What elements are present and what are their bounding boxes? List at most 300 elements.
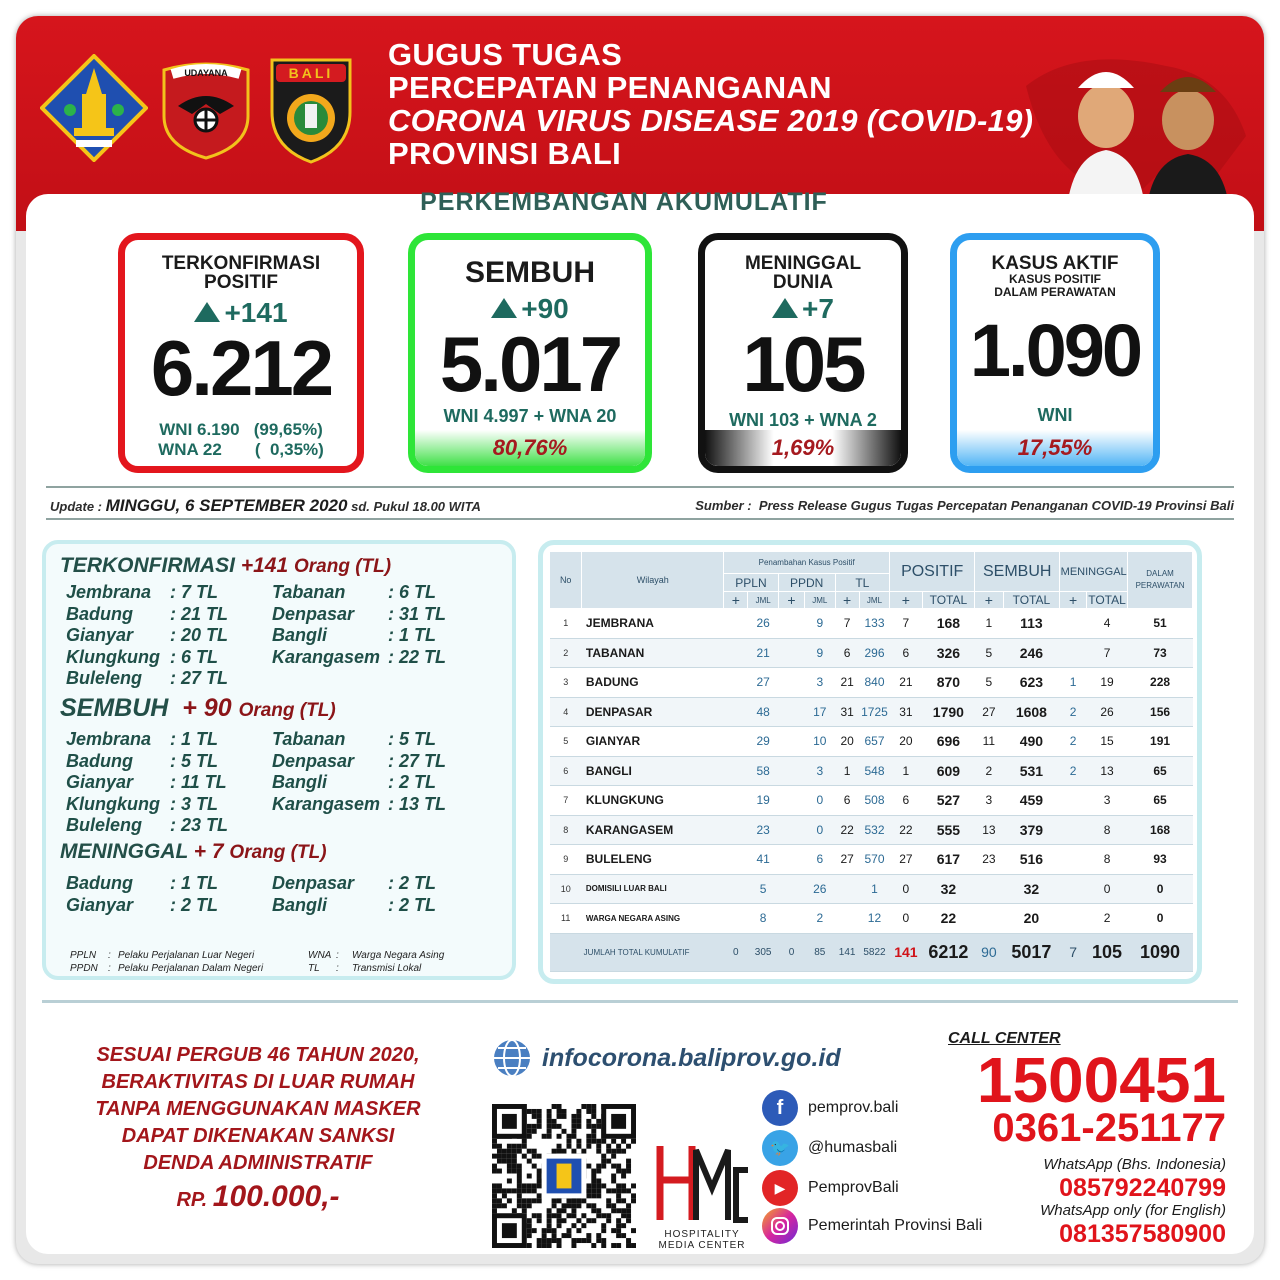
card-meninggal-percent: 1,69% bbox=[705, 430, 901, 466]
terkonfirmasi-row-2-col-3: : 1 TL bbox=[388, 625, 436, 646]
th-sub-6: + bbox=[890, 592, 922, 609]
cell-r1-c1: TABANAN bbox=[582, 638, 724, 668]
table-body bbox=[550, 609, 1193, 934]
total-cell-9: 90 bbox=[975, 933, 1003, 971]
cell-r9-c6 bbox=[835, 874, 859, 904]
cell-r4-c3: 29 bbox=[748, 727, 778, 757]
card-meninggal-delta: +7 bbox=[802, 293, 834, 324]
cell-r0-c2 bbox=[724, 609, 748, 639]
cell-r1-c14: 73 bbox=[1128, 638, 1193, 668]
cell-r5-c13: 13 bbox=[1086, 756, 1127, 786]
cell-r9-c11: 32 bbox=[1003, 874, 1060, 904]
card-terkonfirmasi-delta: +141 bbox=[224, 297, 288, 328]
card-aktif-label3: DALAM PERAWATAN bbox=[994, 285, 1116, 299]
region-data-table bbox=[549, 551, 1193, 972]
summary-sembuh-heading: SEMBUH + 90 Orang (TL) bbox=[60, 694, 336, 722]
cell-r1-c12 bbox=[1060, 638, 1087, 668]
meninggal-row-1-col-2: Bangli bbox=[272, 894, 328, 915]
table-row bbox=[550, 786, 1193, 816]
call-center-number[interactable]: 1500451 bbox=[976, 1044, 1226, 1116]
cell-r6-c13: 3 bbox=[1086, 786, 1127, 816]
cell-r7-c10: 13 bbox=[975, 815, 1003, 845]
cell-r4-c8: 20 bbox=[890, 727, 922, 757]
bali-logo-text: BALI bbox=[288, 65, 334, 81]
terkonfirmasi-row-1-col-3: : 31 TL bbox=[388, 603, 447, 624]
cell-r2-c3: 27 bbox=[748, 668, 778, 698]
meninggal-row-0-col-1: : 1 TL bbox=[170, 873, 218, 893]
cell-r4-c10: 11 bbox=[975, 727, 1003, 757]
cell-r3-c10: 27 bbox=[975, 697, 1003, 727]
cell-r6-c6: 6 bbox=[835, 786, 859, 816]
twitter-icon: 🐦 bbox=[762, 1130, 798, 1166]
sanksi-line-1: BERAKTIVITAS DI LUAR RUMAH bbox=[101, 1071, 415, 1093]
sembuh-row-4-col-1: : 23 TL bbox=[170, 815, 229, 836]
rp-prefix: RP. bbox=[176, 1189, 208, 1211]
cell-r5-c11: 531 bbox=[1003, 756, 1060, 786]
cell-r10-c5: 2 bbox=[805, 904, 835, 934]
th-sub-7: TOTAL bbox=[922, 592, 975, 609]
sembuh-row-0-col-3: : 5 TL bbox=[388, 729, 436, 749]
cell-r10-c3: 8 bbox=[748, 904, 778, 934]
social-youtube[interactable] bbox=[762, 1170, 899, 1206]
twitter-handle: @humasbali bbox=[808, 1139, 898, 1156]
legend-row-1-col-5: Transmisi Lokal bbox=[352, 963, 422, 974]
cell-r2-c13: 19 bbox=[1086, 668, 1127, 698]
legend-row-1-col-4: : bbox=[336, 963, 339, 974]
sembuh-row-1-col-0: Badung bbox=[66, 750, 133, 771]
sembuh-row-4-col-0: Buleleng bbox=[66, 815, 143, 836]
terkonfirmasi-row-3-col-3: : 22 TL bbox=[388, 646, 447, 667]
cell-r5-c7: 548 bbox=[859, 756, 889, 786]
total-cell-13: 1090 bbox=[1128, 933, 1193, 971]
cell-r8-c1: BULELENG bbox=[582, 845, 724, 875]
total-cell-2: 305 bbox=[748, 933, 778, 971]
card-terkonfirmasi-wni: WNI 6.190 (99,65%) bbox=[159, 420, 323, 439]
total-cell-7: 141 bbox=[890, 933, 922, 971]
sembuh-row-0-col-2: Tabanan bbox=[272, 729, 346, 749]
cell-r4-c11: 490 bbox=[1003, 727, 1060, 757]
terkonfirmasi-row-2-col-2: Bangli bbox=[272, 625, 328, 646]
cell-r5-c1: BANGLI bbox=[582, 756, 724, 786]
total-cell-0: JUMLAH TOTAL KUMULATIF bbox=[550, 933, 724, 971]
cell-r3-c6: 31 bbox=[835, 697, 859, 727]
cell-r7-c11: 379 bbox=[1003, 815, 1060, 845]
cell-r1-c13: 7 bbox=[1086, 638, 1127, 668]
th-sub-11: TOTAL bbox=[1088, 593, 1126, 607]
cell-r7-c12 bbox=[1060, 815, 1087, 845]
cell-r10-c12 bbox=[1060, 904, 1087, 934]
th-sub-2: + bbox=[778, 592, 804, 609]
meninggal-row-1-col-0: Gianyar bbox=[66, 894, 134, 915]
social-facebook[interactable] bbox=[762, 1090, 898, 1126]
bottom-divider bbox=[42, 1000, 1238, 1003]
cell-r6-c5: 0 bbox=[805, 786, 835, 816]
terkonfirmasi-row-2-col-1: : 20 TL bbox=[170, 625, 229, 646]
whatsapp-en-label: WhatsApp only (for English) bbox=[1040, 1202, 1226, 1219]
cell-r6-c7: 508 bbox=[859, 786, 889, 816]
cell-r8-c5: 6 bbox=[805, 845, 835, 875]
summary-terkonfirmasi-heading: TERKONFIRMASI +141 Orang (TL) bbox=[60, 554, 392, 577]
cell-r2-c0: 3 bbox=[550, 668, 582, 698]
cell-r10-c13: 2 bbox=[1086, 904, 1127, 934]
th-ppdn: PPDN bbox=[778, 574, 835, 592]
cell-r9-c7: 1 bbox=[859, 874, 889, 904]
source-label: Sumber : bbox=[695, 498, 752, 513]
th-sub-8: + bbox=[975, 592, 1003, 609]
card-terkonfirmasi-label2: POSITIF bbox=[204, 272, 278, 293]
card-meninggal-label1: MENINGGAL bbox=[744, 253, 862, 274]
cell-r8-c11: 516 bbox=[1003, 845, 1060, 875]
cell-r6-c11: 459 bbox=[1003, 786, 1060, 816]
cell-r2-c5: 3 bbox=[805, 668, 835, 698]
terkonfirmasi-row-2-col-0: Gianyar bbox=[66, 625, 134, 646]
cell-r1-c8: 6 bbox=[890, 638, 922, 668]
data-table-panel bbox=[538, 540, 1202, 984]
cell-r2-c1: BADUNG bbox=[582, 668, 724, 698]
cell-r1-c5: 9 bbox=[805, 638, 835, 668]
cell-r1-c6: 6 bbox=[835, 638, 859, 668]
cell-r2-c12: 1 bbox=[1060, 668, 1087, 698]
sanksi-line-0: SESUAI PERGUB 46 TAHUN 2020, bbox=[96, 1044, 420, 1066]
cell-r0-c4 bbox=[778, 609, 804, 639]
whatsapp-en-number[interactable]: 081357580900 bbox=[1059, 1220, 1226, 1248]
cell-r10-c10 bbox=[975, 904, 1003, 934]
th-sub-3: JML bbox=[805, 592, 835, 609]
cell-r6-c1: KLUNGKUNG bbox=[582, 786, 724, 816]
instagram-handle: Pemerintah Provinsi Bali bbox=[808, 1217, 983, 1234]
cell-r1-c4 bbox=[778, 638, 804, 668]
legend-row-0-col-1: : bbox=[108, 950, 111, 961]
legend-row-1-col-2: Pelaku Perjalanan Dalam Negeri bbox=[118, 963, 264, 974]
cell-r3-c14: 156 bbox=[1128, 697, 1193, 727]
cell-r2-c7: 840 bbox=[859, 668, 889, 698]
qr-code bbox=[492, 1104, 636, 1248]
meninggal-row-1-col-3: : 2 TL bbox=[388, 894, 436, 915]
cell-r8-c14: 93 bbox=[1128, 845, 1193, 875]
cell-r7-c3: 23 bbox=[748, 815, 778, 845]
card-aktif-value: 1.090 bbox=[969, 309, 1141, 392]
th-sub-9: TOTAL bbox=[1003, 592, 1060, 609]
cell-r2-c10: 5 bbox=[975, 668, 1003, 698]
cell-r10-c14: 0 bbox=[1128, 904, 1193, 934]
meninggal-row-0-col-3: : 2 TL bbox=[388, 873, 436, 893]
cell-r0-c9: 168 bbox=[922, 609, 975, 639]
card-sembuh-label: SEMBUH bbox=[464, 256, 595, 289]
meninggal-row-1-col-1: : 2 TL bbox=[170, 894, 218, 915]
cell-r10-c11: 20 bbox=[1003, 904, 1060, 934]
cell-r8-c0: 9 bbox=[550, 845, 582, 875]
legend-row-0-col-4: : bbox=[336, 950, 339, 961]
sembuh-row-1-col-2: Denpasar bbox=[272, 750, 355, 771]
th-sub-10: + bbox=[1060, 592, 1087, 609]
cell-r2-c9: 870 bbox=[922, 668, 975, 698]
th-tl: TL bbox=[835, 574, 890, 592]
cell-r10-c1: WARGA NEGARA ASING bbox=[582, 904, 724, 934]
cell-r8-c12 bbox=[1060, 845, 1087, 875]
th-no: No bbox=[550, 552, 582, 609]
cell-r5-c0: 6 bbox=[550, 756, 582, 786]
table-row bbox=[550, 845, 1193, 875]
total-cell-3: 0 bbox=[778, 933, 804, 971]
cell-r10-c7: 12 bbox=[859, 904, 889, 934]
youtube-handle: PemprovBali bbox=[808, 1179, 899, 1196]
cell-r2-c11: 623 bbox=[1003, 668, 1060, 698]
sembuh-row-3-col-1: : 3 TL bbox=[170, 793, 218, 814]
whatsapp-id-number[interactable]: 085792240799 bbox=[1059, 1174, 1226, 1202]
cell-r9-c5: 26 bbox=[805, 874, 835, 904]
cell-r8-c3: 41 bbox=[748, 845, 778, 875]
terkonfirmasi-row-1-col-2: Denpasar bbox=[272, 603, 355, 624]
table-total-row bbox=[550, 933, 1193, 971]
facebook-handle: pemprov.bali bbox=[808, 1099, 899, 1116]
cell-r0-c8: 7 bbox=[890, 609, 922, 639]
total-cell-10: 5017 bbox=[1003, 933, 1060, 971]
card-terkonfirmasi-label1: TERKONFIRMASI bbox=[161, 253, 321, 274]
card-sembuh-delta: +90 bbox=[521, 293, 569, 324]
sanksi-line-4: DENDA ADMINISTRATIF bbox=[143, 1152, 373, 1174]
cell-r6-c12 bbox=[1060, 786, 1087, 816]
cell-r9-c0: 10 bbox=[550, 874, 582, 904]
cell-r0-c12 bbox=[1060, 609, 1087, 639]
cell-r4-c0: 5 bbox=[550, 727, 582, 757]
cell-r8-c4 bbox=[778, 845, 804, 875]
update-bar: Update : MINGGU, 6 SEPTEMBER 2020 sd. Pukul 18.00 WITA Sumber : Press Release Gugus Tugas Percepatan Penanganan COVID-19 Provinsi Bali bbox=[46, 486, 1234, 520]
website-link[interactable] bbox=[492, 1038, 841, 1078]
cell-r9-c10 bbox=[975, 874, 1003, 904]
terkonfirmasi-row-0-col-2: Tabanan bbox=[272, 582, 346, 602]
th-sub-4: + bbox=[835, 592, 859, 609]
cell-r4-c6: 20 bbox=[835, 727, 859, 757]
cell-r3-c8: 31 bbox=[890, 697, 922, 727]
cell-r3-c9: 1790 bbox=[922, 697, 975, 727]
table-row bbox=[550, 727, 1193, 757]
cell-r9-c12 bbox=[1060, 874, 1087, 904]
legend-row-1-col-1: : bbox=[108, 963, 111, 974]
udayana-logo-text: UDAYANA bbox=[184, 68, 228, 78]
cell-r4-c1: GIANYAR bbox=[582, 727, 724, 757]
sembuh-row-0-col-0: Jembrana bbox=[66, 729, 152, 749]
cell-r7-c6: 22 bbox=[835, 815, 859, 845]
total-cell-11: 7 bbox=[1060, 933, 1087, 971]
cell-r9-c14: 0 bbox=[1128, 874, 1193, 904]
cell-r8-c10: 23 bbox=[975, 845, 1003, 875]
cell-r5-c5: 3 bbox=[805, 756, 835, 786]
update-date: MINGGU, 6 SEPTEMBER 2020 bbox=[105, 496, 348, 515]
cell-r2-c2 bbox=[724, 668, 748, 698]
cell-r3-c1: DENPASAR bbox=[582, 697, 724, 727]
update-label: Update bbox=[50, 499, 95, 514]
table-row bbox=[550, 874, 1193, 904]
cell-r9-c2 bbox=[724, 874, 748, 904]
cell-r3-c12: 2 bbox=[1060, 697, 1087, 727]
cell-r10-c8: 0 bbox=[890, 904, 922, 934]
header-title-line3: CORONA VIRUS DISEASE 2019 (COVID-19) bbox=[388, 103, 1034, 138]
legend-row-1-col-3: TL bbox=[308, 963, 320, 974]
cell-r8-c7: 570 bbox=[859, 845, 889, 875]
header-title bbox=[388, 38, 1033, 170]
card-aktif-percent: 17,55% bbox=[957, 430, 1153, 466]
meninggal-row-0-col-2: Denpasar bbox=[272, 873, 355, 893]
cell-r3-c4 bbox=[778, 697, 804, 727]
card-sembuh-value: 5.017 bbox=[439, 320, 621, 408]
legend-row-0-col-2: Pelaku Perjalanan Luar Negeri bbox=[118, 950, 255, 961]
cell-r8-c6: 27 bbox=[835, 845, 859, 875]
card-sembuh-percent: 80,76% bbox=[415, 430, 645, 466]
sembuh-row-1-col-3: : 27 TL bbox=[388, 750, 447, 771]
cell-r4-c13: 15 bbox=[1086, 727, 1127, 757]
cell-r7-c5: 0 bbox=[805, 815, 835, 845]
terkonfirmasi-row-0-col-3: : 6 TL bbox=[388, 582, 436, 602]
cell-r7-c2 bbox=[724, 815, 748, 845]
cell-r0-c6: 7 bbox=[835, 609, 859, 639]
bali-province-logo bbox=[40, 54, 148, 162]
cell-r4-c7: 657 bbox=[859, 727, 889, 757]
table-row bbox=[550, 697, 1193, 727]
terkonfirmasi-row-4-col-0: Buleleng bbox=[66, 668, 143, 689]
update-time: sd. Pukul 18.00 WITA bbox=[351, 499, 481, 514]
cell-r0-c5: 9 bbox=[805, 609, 835, 639]
cell-r0-c3: 26 bbox=[748, 609, 778, 639]
cell-r9-c8: 0 bbox=[890, 874, 922, 904]
legend-row-0-col-5: Warga Negara Asing bbox=[352, 950, 445, 961]
cell-r2-c8: 21 bbox=[890, 668, 922, 698]
cell-r2-c14: 228 bbox=[1128, 668, 1193, 698]
card-aktif-sub: WNI bbox=[1037, 405, 1073, 425]
cell-r7-c7: 532 bbox=[859, 815, 889, 845]
table-row bbox=[550, 668, 1193, 698]
cell-r3-c2 bbox=[724, 697, 748, 727]
terkonfirmasi-row-4-col-1: : 27 TL bbox=[170, 668, 229, 689]
cell-r8-c9: 617 bbox=[922, 845, 975, 875]
cell-r4-c4 bbox=[778, 727, 804, 757]
cell-r9-c3: 5 bbox=[748, 874, 778, 904]
call-center-label: CALL CENTER bbox=[948, 1030, 1061, 1047]
cell-r1-c9: 326 bbox=[922, 638, 975, 668]
th-positif: POSITIF bbox=[890, 552, 975, 592]
cell-r2-c4 bbox=[778, 668, 804, 698]
terkonfirmasi-row-3-col-1: : 6 TL bbox=[170, 646, 218, 667]
meninggal-row-0-col-0: Badung bbox=[66, 873, 133, 893]
whatsapp-id-label: WhatsApp (Bhs. Indonesia) bbox=[1043, 1156, 1226, 1173]
legend-row-0-col-0: PPLN bbox=[70, 950, 97, 961]
facebook-icon: f bbox=[762, 1090, 798, 1126]
total-cell-12: 105 bbox=[1086, 933, 1127, 971]
table-row bbox=[550, 638, 1193, 668]
cell-r4-c9: 696 bbox=[922, 727, 975, 757]
cell-r6-c10: 3 bbox=[975, 786, 1003, 816]
th-sub-5: JML bbox=[859, 592, 889, 609]
source-text: Press Release Gugus Tugas Percepatan Penanganan COVID-19 Provinsi Bali bbox=[758, 498, 1234, 513]
instagram-icon bbox=[762, 1208, 798, 1244]
cell-r6-c3: 19 bbox=[748, 786, 778, 816]
cell-r8-c8: 27 bbox=[890, 845, 922, 875]
cell-r6-c9: 527 bbox=[922, 786, 975, 816]
polda-bali-logo bbox=[266, 52, 356, 164]
sembuh-row-3-col-3: : 13 TL bbox=[388, 793, 447, 814]
summary-panel bbox=[42, 540, 516, 980]
cell-r1-c7: 296 bbox=[859, 638, 889, 668]
cell-r8-c13: 8 bbox=[1086, 845, 1127, 875]
card-kasus-aktif bbox=[950, 233, 1160, 473]
up-arrow-icon bbox=[491, 298, 517, 318]
cell-r9-c13: 0 bbox=[1086, 874, 1127, 904]
sembuh-row-1-col-1: : 5 TL bbox=[170, 750, 218, 771]
cell-r5-c12: 2 bbox=[1060, 756, 1087, 786]
hmc-line2: MEDIA CENTER bbox=[658, 1240, 746, 1251]
cell-r7-c8: 22 bbox=[890, 815, 922, 845]
cell-r9-c9: 32 bbox=[922, 874, 975, 904]
cell-r5-c3: 58 bbox=[748, 756, 778, 786]
cell-r5-c14: 65 bbox=[1128, 756, 1193, 786]
cell-r6-c2 bbox=[724, 786, 748, 816]
total-cell-8: 6212 bbox=[922, 933, 975, 971]
cell-r10-c6 bbox=[835, 904, 859, 934]
cell-r7-c13: 8 bbox=[1086, 815, 1127, 845]
social-instagram[interactable] bbox=[762, 1208, 982, 1244]
cell-r5-c10: 2 bbox=[975, 756, 1003, 786]
hmc-logo bbox=[652, 1140, 752, 1251]
th-sembuh: SEMBUH bbox=[975, 552, 1060, 592]
up-arrow-icon bbox=[772, 298, 798, 318]
total-cell-5: 141 bbox=[835, 933, 859, 971]
table-row bbox=[550, 815, 1193, 845]
cell-r0-c10: 1 bbox=[975, 609, 1003, 639]
cell-r1-c3: 21 bbox=[748, 638, 778, 668]
cell-r0-c11: 113 bbox=[1003, 609, 1060, 639]
legend-row-1-col-0: PPDN bbox=[70, 963, 98, 974]
sembuh-row-3-col-0: Klungkung bbox=[66, 793, 160, 814]
card-terkonfirmasi-value: 6.212 bbox=[150, 324, 332, 412]
cell-r2-c6: 21 bbox=[835, 668, 859, 698]
cell-r4-c14: 191 bbox=[1128, 727, 1193, 757]
terkonfirmasi-row-0-col-1: : 7 TL bbox=[170, 582, 218, 602]
up-arrow-icon bbox=[194, 302, 220, 322]
sembuh-row-2-col-3: : 2 TL bbox=[388, 772, 436, 793]
card-sembuh bbox=[408, 233, 652, 473]
cell-r4-c12: 2 bbox=[1060, 727, 1087, 757]
section-title: PERKEMBANGAN AKUMULATIF bbox=[420, 188, 828, 216]
cell-r8-c2 bbox=[724, 845, 748, 875]
udayana-logo bbox=[160, 56, 252, 160]
cell-r0-c13: 4 bbox=[1086, 609, 1127, 639]
youtube-icon: ▶ bbox=[762, 1170, 798, 1206]
terkonfirmasi-row-0-col-0: Jembrana bbox=[66, 582, 152, 602]
cell-r7-c9: 555 bbox=[922, 815, 975, 845]
cell-r7-c4 bbox=[778, 815, 804, 845]
card-meninggal-label2: DUNIA bbox=[772, 272, 834, 293]
sanksi-line-3: DAPAT DIKENAKAN SANKSI bbox=[121, 1125, 395, 1147]
table-row bbox=[550, 609, 1193, 639]
cell-r6-c4 bbox=[778, 786, 804, 816]
card-meninggal bbox=[698, 233, 908, 473]
cell-r7-c0: 8 bbox=[550, 815, 582, 845]
terkonfirmasi-row-3-col-2: Karangasem bbox=[272, 646, 381, 667]
cell-r5-c8: 1 bbox=[890, 756, 922, 786]
social-twitter[interactable] bbox=[762, 1130, 897, 1166]
sembuh-row-2-col-2: Bangli bbox=[272, 772, 328, 793]
cell-r10-c4 bbox=[778, 904, 804, 934]
th-ppln: PPLN bbox=[724, 574, 779, 592]
terkonfirmasi-row-3-col-0: Klungkung bbox=[66, 646, 160, 667]
th-sub-1: JML bbox=[748, 592, 778, 609]
cell-r3-c0: 4 bbox=[550, 697, 582, 727]
phone-number[interactable]: 0361-251177 bbox=[992, 1106, 1226, 1150]
sembuh-row-0-col-1: : 1 TL bbox=[170, 729, 218, 749]
cell-r7-c14: 168 bbox=[1128, 815, 1193, 845]
cell-r10-c9: 22 bbox=[922, 904, 975, 934]
cell-r3-c3: 48 bbox=[748, 697, 778, 727]
cell-r4-c5: 10 bbox=[805, 727, 835, 757]
